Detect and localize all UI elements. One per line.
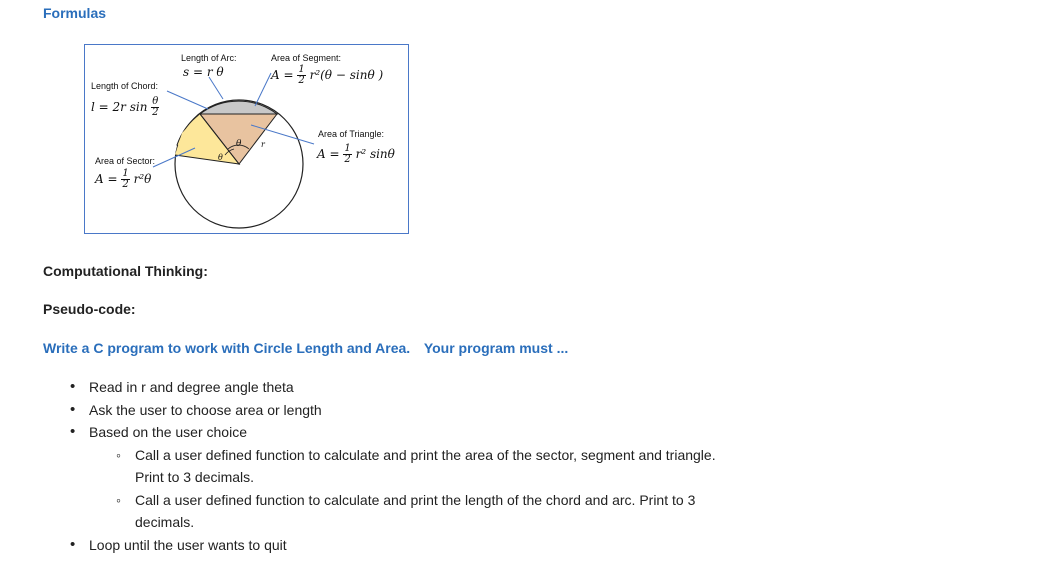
formula-figure [84, 44, 409, 234]
sector-label: Area of Sector: [95, 156, 156, 166]
segment-fraction: $\frac{1}{2}$ [298, 64, 305, 86]
task-part-2: Your program must ... [423, 340, 569, 356]
segment-formula: A = $\frac{1}{2}$ r²(θ − sinθ ) [271, 64, 384, 86]
sector-angle-symbol-inner: θ [218, 153, 223, 162]
list-item: • Based on the user choice ◦ Call a user defined function to calculate and print the area of the sector, segment and triangle. Print to 3 decimals. ◦ Call a user defined function to calculate and print the length of the chord and arc. Print to 3 decimals. [70, 421, 716, 534]
list-item: • Ask the user to choose area or length [70, 399, 716, 422]
arc-label: Length of Arc: [181, 53, 237, 63]
segment-label: Area of Segment: [271, 53, 342, 63]
sub-list-item: ◦ Call a user defined function to calculate and print the length of the chord and arc. Print to 3 decimals. [116, 489, 716, 534]
list-item: • Read in r and degree angle theta [70, 376, 716, 399]
requirements-list [70, 376, 716, 556]
chord-label: Length of Chord: [91, 81, 159, 91]
arc-formula: s = r θ [183, 65, 224, 79]
sector-fraction: $\frac{1}{2}$ [122, 168, 129, 190]
triangle-formula: A = $\frac{1}{2}$ r² sinθ [317, 143, 395, 165]
sub-list-item: ◦ Call a user defined function to calculate and print the area of the sector, segment and triangle. Print to 3 decimals. [116, 444, 716, 489]
sector-angle-symbol: θ [236, 139, 242, 149]
triangle-fraction: $\frac{1}{2}$ [344, 143, 351, 165]
triangle-label: Area of Triangle: [318, 129, 385, 139]
sub-list [89, 444, 716, 534]
pseudo-code-heading: Pseudo-code: [43, 301, 136, 317]
task-description [43, 340, 578, 356]
chord-formula: l = 2r sin $\frac{\theta}{2}$ [91, 96, 159, 118]
radius-symbol: r [261, 140, 265, 149]
segment-shape [200, 101, 277, 114]
computational-thinking-heading: Computational Thinking: [43, 263, 208, 279]
chord-fraction: $\frac{\theta}{2}$ [152, 96, 159, 118]
sector-formula: A = $\frac{1}{2}$ r²θ [95, 168, 152, 190]
page-heading: Formulas [43, 5, 107, 21]
task-part-1: Write a C program to work with Circle Length and Area. [43, 340, 411, 356]
list-item: • Loop until the user wants to quit [70, 534, 716, 557]
